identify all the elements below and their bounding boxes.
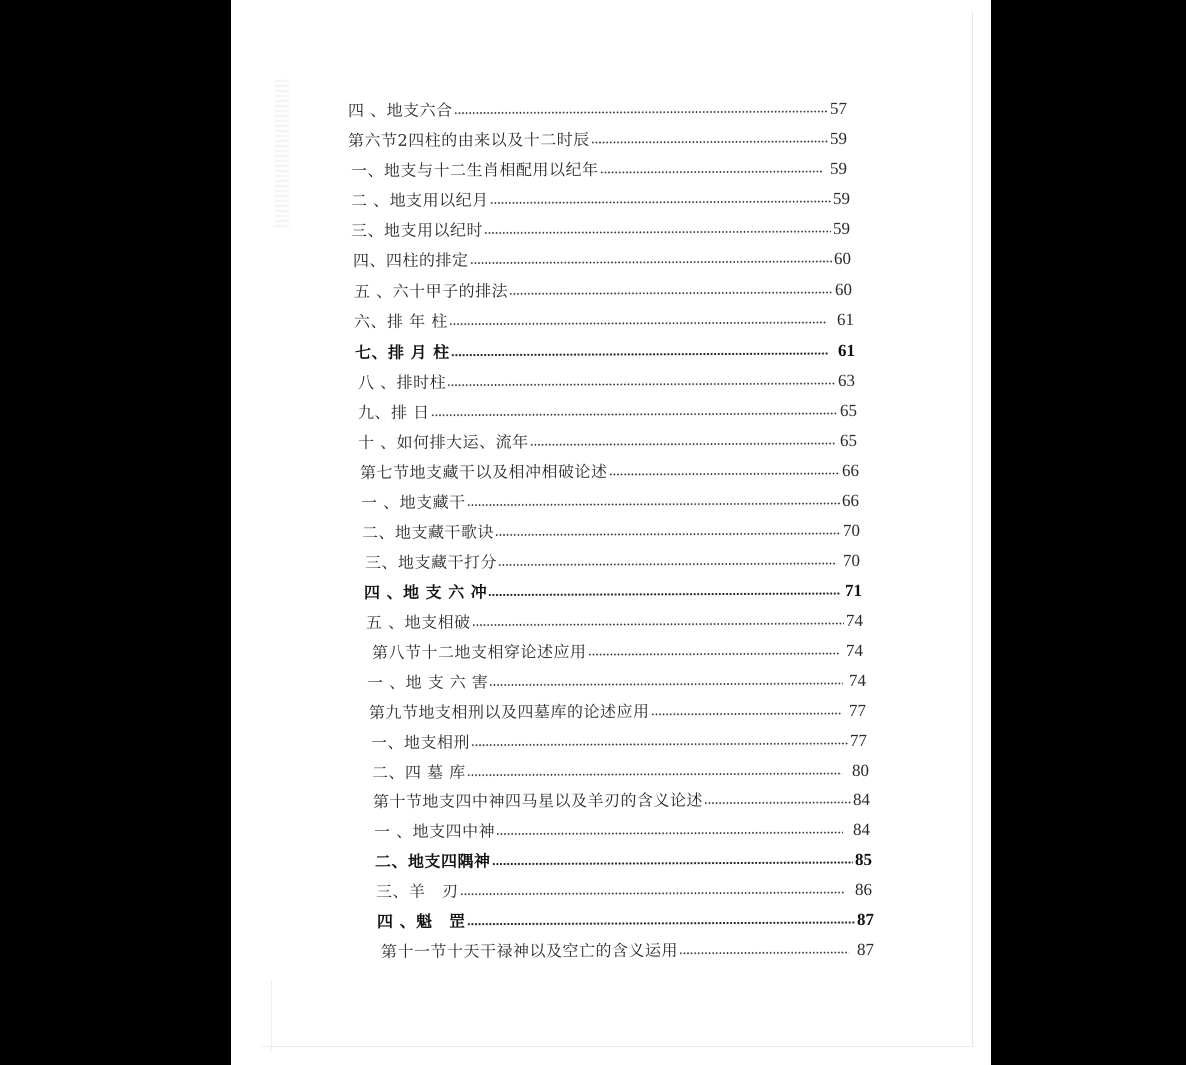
toc-entry-page: 87 <box>856 939 875 960</box>
toc-entry-title: 三、羊 刃 <box>375 881 459 902</box>
toc-entry-title: 四 、地支六合 <box>347 100 453 121</box>
toc-entry[interactable] <box>366 609 864 633</box>
dot-leader <box>509 290 833 296</box>
toc-entry[interactable] <box>361 489 860 513</box>
dot-leader <box>471 741 848 748</box>
dot-leader <box>431 411 838 418</box>
toc-entry[interactable] <box>358 369 856 393</box>
dot-leader <box>530 441 835 447</box>
toc-entry[interactable] <box>351 217 851 241</box>
toc-entry-title: 一 、地 支 六 害 <box>366 672 489 693</box>
toc-entry[interactable] <box>372 639 864 663</box>
toc-entry-page: 66 <box>841 460 860 480</box>
toc-entry[interactable] <box>362 519 861 543</box>
toc-entry[interactable] <box>358 399 858 423</box>
dot-leader <box>489 681 843 688</box>
toc-entry-title: 六、排 年 柱 <box>353 311 448 332</box>
toc-entry-title: 第六节2四柱的由来以及十二时辰 <box>347 130 590 151</box>
toc-entry-page: 77 <box>849 730 868 750</box>
toc-entry[interactable] <box>348 127 848 151</box>
toc-entry-title: 四、四柱的排定 <box>352 250 469 271</box>
toc-entry[interactable] <box>354 308 855 332</box>
toc-entry-page: 74 <box>848 670 867 690</box>
toc-entry[interactable] <box>375 848 873 872</box>
scan-artifact <box>275 80 289 230</box>
toc-entry[interactable] <box>371 729 868 753</box>
toc-entry-page: 60 <box>833 248 852 268</box>
toc-entry[interactable] <box>354 278 853 302</box>
toc-entry[interactable] <box>351 157 848 181</box>
toc-entry-title: 第七节地支藏干以及相冲相破论述 <box>359 462 608 483</box>
page-edge-bottom <box>261 1046 973 1047</box>
dot-leader <box>488 591 841 598</box>
toc-entry-page: 70 <box>842 520 861 540</box>
toc-entry[interactable] <box>369 699 867 723</box>
toc-entry-page: 61 <box>837 340 856 360</box>
page-edge-left <box>271 980 272 1050</box>
toc-entry-page: 74 <box>845 610 864 630</box>
toc-entry[interactable] <box>367 669 867 693</box>
toc-entry-title: 三、地支藏干打分 <box>364 552 498 573</box>
toc-entry-page: 86 <box>854 879 873 899</box>
dot-leader <box>484 229 831 236</box>
toc-entry[interactable] <box>358 429 858 453</box>
toc-entry-page: 87 <box>856 909 875 929</box>
toc-entry-title: 第八节十二地支相穿论述应用 <box>371 642 587 663</box>
dot-leader <box>704 800 851 806</box>
toc-entry[interactable] <box>372 759 870 783</box>
toc-entry-title: 十 、如何排大运、流年 <box>357 432 529 453</box>
toc-entry-page: 59 <box>829 158 848 178</box>
toc-entry-page: 65 <box>839 430 858 450</box>
toc-entry-page: 77 <box>848 700 867 720</box>
dot-leader <box>492 860 854 867</box>
dot-leader <box>467 920 855 927</box>
toc-entry-title: 一、地支与十二生肖相配用以纪年 <box>350 160 599 181</box>
toc-entry-page: 63 <box>837 370 856 390</box>
toc-entry-title: 五 、六十甲子的排法 <box>353 281 509 302</box>
dot-leader <box>588 651 841 657</box>
toc-entry[interactable] <box>376 878 873 902</box>
toc-entry-page: 84 <box>852 789 871 809</box>
toc-entry-title: 一 、地支四中神 <box>373 821 496 842</box>
dot-leader <box>472 621 844 628</box>
toc-entry-title: 四 、魁 罡 <box>376 911 466 932</box>
dot-leader <box>591 139 828 145</box>
dot-leader <box>470 259 833 266</box>
dot-leader <box>467 501 840 508</box>
dot-leader <box>467 771 842 778</box>
dot-leader <box>451 351 828 358</box>
toc-entry[interactable] <box>364 579 863 603</box>
toc-entry[interactable] <box>373 788 871 812</box>
dot-leader <box>651 711 842 717</box>
toc-entry-title: 二、地支藏干歌诀 <box>361 522 495 543</box>
toc-entry-title: 五 、地支相破 <box>365 612 471 633</box>
toc-entry[interactable] <box>365 549 861 573</box>
toc-entry-page: 59 <box>832 218 851 238</box>
toc-entry-title: 第十一节十天干禄神以及空亡的含义运用 <box>380 940 679 962</box>
toc-entry-page: 74 <box>845 640 864 661</box>
toc-entry-title: 二 、地支用以纪月 <box>350 190 489 211</box>
dot-leader <box>449 320 827 327</box>
toc-entry[interactable] <box>351 187 851 211</box>
toc-entry-title: 二、地支四隅神 <box>374 851 491 872</box>
toc-entry-page: 59 <box>829 128 848 148</box>
toc-entry-title: 二、四 墓 库 <box>371 762 466 783</box>
toc-entry-title: 八 、排时柱 <box>357 372 447 393</box>
toc-entry-page: 66 <box>841 490 860 510</box>
toc-entry-page: 84 <box>852 819 871 839</box>
toc-entry-page: 70 <box>842 550 861 570</box>
toc-entry-title: 第十节地支四中神四马星以及羊刃的含义论述 <box>372 790 704 812</box>
toc-entry[interactable] <box>374 818 871 842</box>
toc-entry-title: 三、地支用以纪时 <box>350 220 484 241</box>
page-edge-right <box>972 12 973 1047</box>
toc-entry-page: 71 <box>844 580 863 600</box>
dot-leader <box>460 890 846 897</box>
dot-leader <box>609 471 841 477</box>
toc-entry[interactable] <box>348 97 848 121</box>
toc-entry[interactable] <box>381 938 875 962</box>
dot-leader <box>600 169 823 175</box>
toc-entry-page: 65 <box>839 400 858 420</box>
dot-leader <box>496 830 843 837</box>
toc-entry-title: 九、排 日 <box>357 402 430 423</box>
toc-entry[interactable] <box>353 247 852 271</box>
dot-leader <box>447 381 836 388</box>
scanned-page <box>231 0 991 1065</box>
toc-entry[interactable] <box>377 908 875 932</box>
dot-leader <box>454 109 828 116</box>
toc-entry-title: 四 、地 支 六 冲 <box>363 582 488 603</box>
dot-leader <box>495 531 841 538</box>
toc-entry-page: 85 <box>854 849 873 869</box>
toc-entry-page: 80 <box>851 760 870 780</box>
toc-entry[interactable] <box>355 339 856 363</box>
toc-entry-page: 59 <box>832 188 851 208</box>
dot-leader <box>679 950 849 956</box>
toc-entry-title: 一、地支相刑 <box>370 732 471 753</box>
toc-entry[interactable] <box>360 459 860 483</box>
toc-entry-page: 60 <box>834 279 853 299</box>
dot-leader <box>498 561 837 567</box>
dot-leader <box>490 199 831 205</box>
toc-entry-title: 第九节地支相刑以及四墓库的论述应用 <box>368 701 650 723</box>
toc-entry-title: 七、排 月 柱 <box>354 342 450 363</box>
toc-entry-page: 57 <box>829 98 848 118</box>
toc-entry-title: 一 、地支藏干 <box>360 492 466 513</box>
toc-entry-page: 61 <box>836 309 855 329</box>
